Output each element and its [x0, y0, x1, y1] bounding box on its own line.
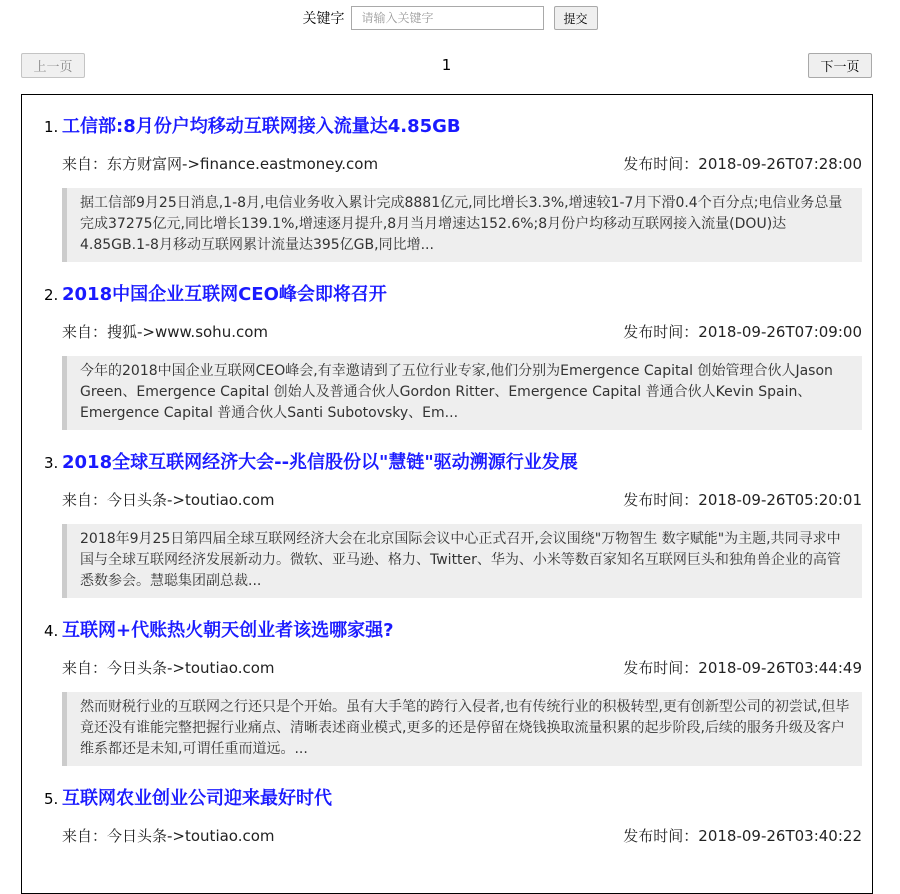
source-prefix: 来自：: [62, 827, 108, 845]
time-value: 2018-09-26T07:28:00: [698, 155, 862, 173]
news-source: [62, 658, 275, 678]
item-number: 5.: [44, 790, 59, 808]
news-meta: [62, 490, 862, 510]
news-item: [22, 282, 872, 430]
source-prefix: 来自：: [62, 323, 108, 341]
news-meta: [62, 154, 862, 174]
news-time: [623, 154, 862, 174]
search-bar: [0, 6, 900, 30]
news-title-link[interactable]: 工信部:8月份户均移动互联网接入流量达4.85GB: [62, 116, 461, 137]
time-value: 2018-09-26T07:09:00: [698, 323, 862, 341]
time-prefix: 发布时间：: [623, 659, 699, 677]
source-value: 搜狐->www.sohu.com: [107, 323, 269, 341]
item-number: 3.: [44, 454, 59, 472]
news-summary: 据工信部9月25日消息,1-8月,电信业务收入累计完成8881亿元,同比增长3.3%,增速较1-7月下滑0.4个百分点;电信业务总量完成37275亿元,同比增长139.1%,增速逐月提升,8月当月增速达152.6%;8月份户均移动互联网接入流量(DOU)达4.85GB.1-8月移动互联网累计流量达395亿GB,同比增...: [62, 188, 862, 262]
news-summary: 今年的2018中国企业互联网CEO峰会,有幸邀请到了五位行业专家,他们分别为Emergence Capital 创始管理合伙人Jason Green、Emergence Capital 创始人及普通合伙人Gordon Ritter、Emergence Capital 普通合伙人Kevin Spain、Emergence Capital 普通合伙人Santi Subotovsky、Em...: [62, 356, 862, 430]
news-title-link[interactable]: 2018中国企业互联网CEO峰会即将召开: [62, 284, 387, 305]
item-number: 1.: [44, 118, 59, 136]
source-prefix: 来自：: [62, 155, 108, 173]
news-meta: [62, 322, 862, 342]
news-item: [22, 618, 872, 766]
next-page-button[interactable]: 下一页: [808, 53, 872, 78]
pager: [21, 53, 872, 78]
news-item: [22, 450, 872, 598]
time-prefix: 发布时间：: [623, 323, 699, 341]
time-value: 2018-09-26T03:40:22: [698, 827, 862, 845]
news-list: [22, 114, 872, 846]
source-prefix: 来自：: [62, 659, 108, 677]
item-number: 4.: [44, 622, 59, 640]
current-page-number: 1: [441, 56, 452, 74]
search-input[interactable]: [351, 6, 544, 30]
source-value: 今日头条->toutiao.com: [107, 659, 275, 677]
news-meta: [62, 658, 862, 678]
news-time: [623, 322, 862, 342]
news-title-link[interactable]: 互联网+代账热火朝天创业者该选哪家强?: [62, 620, 394, 641]
source-value: 今日头条->toutiao.com: [107, 827, 275, 845]
news-meta: [62, 826, 862, 846]
time-prefix: 发布时间：: [623, 491, 699, 509]
news-item: [22, 786, 872, 846]
news-summary: 然而财税行业的互联网之行还只是个开始。虽有大手笔的跨行入侵者,也有传统行业的积极转型,更有创新型公司的初尝试,但毕竟还没有谁能完整把握行业痛点、清晰表述商业模式,更多的还是停留在烧钱换取流量积累的起步阶段,后续的服务升级及客户维系都还是未知,可谓任重而道远。...: [62, 692, 862, 766]
source-value: 今日头条->toutiao.com: [107, 491, 275, 509]
news-source: [62, 322, 268, 342]
news-list-container: [21, 94, 873, 894]
source-prefix: 来自：: [62, 491, 108, 509]
source-value: 东方财富网->finance.eastmoney.com: [107, 155, 379, 173]
prev-page-button[interactable]: 上一页: [21, 53, 85, 78]
news-source: [62, 154, 378, 174]
news-source: [62, 826, 275, 846]
news-time: [623, 490, 862, 510]
time-value: 2018-09-26T05:20:01: [698, 491, 862, 509]
search-label: 关键字: [302, 11, 345, 27]
news-title-link[interactable]: 互联网农业创业公司迎来最好时代: [62, 788, 332, 809]
time-prefix: 发布时间：: [623, 155, 699, 173]
submit-button[interactable]: 提交: [554, 6, 598, 30]
news-title-link[interactable]: 2018全球互联网经济大会--兆信股份以"慧链"驱动溯源行业发展: [62, 452, 578, 473]
time-prefix: 发布时间：: [623, 827, 699, 845]
item-number: 2.: [44, 286, 59, 304]
news-source: [62, 490, 275, 510]
news-time: [623, 826, 862, 846]
news-time: [623, 658, 862, 678]
time-value: 2018-09-26T03:44:49: [698, 659, 862, 677]
news-summary: 2018年9月25日第四届全球互联网经济大会在北京国际会议中心正式召开,会议围绕"万物智生 数字赋能"为主题,共同寻求中国与全球互联网经济发展新动力。微软、亚马逊、格力、Twitter、华为、小米等数百家知名互联网巨头和独角兽企业的高管悉数参会。慧聪集团副总裁...: [62, 524, 862, 598]
news-item: [22, 114, 872, 262]
